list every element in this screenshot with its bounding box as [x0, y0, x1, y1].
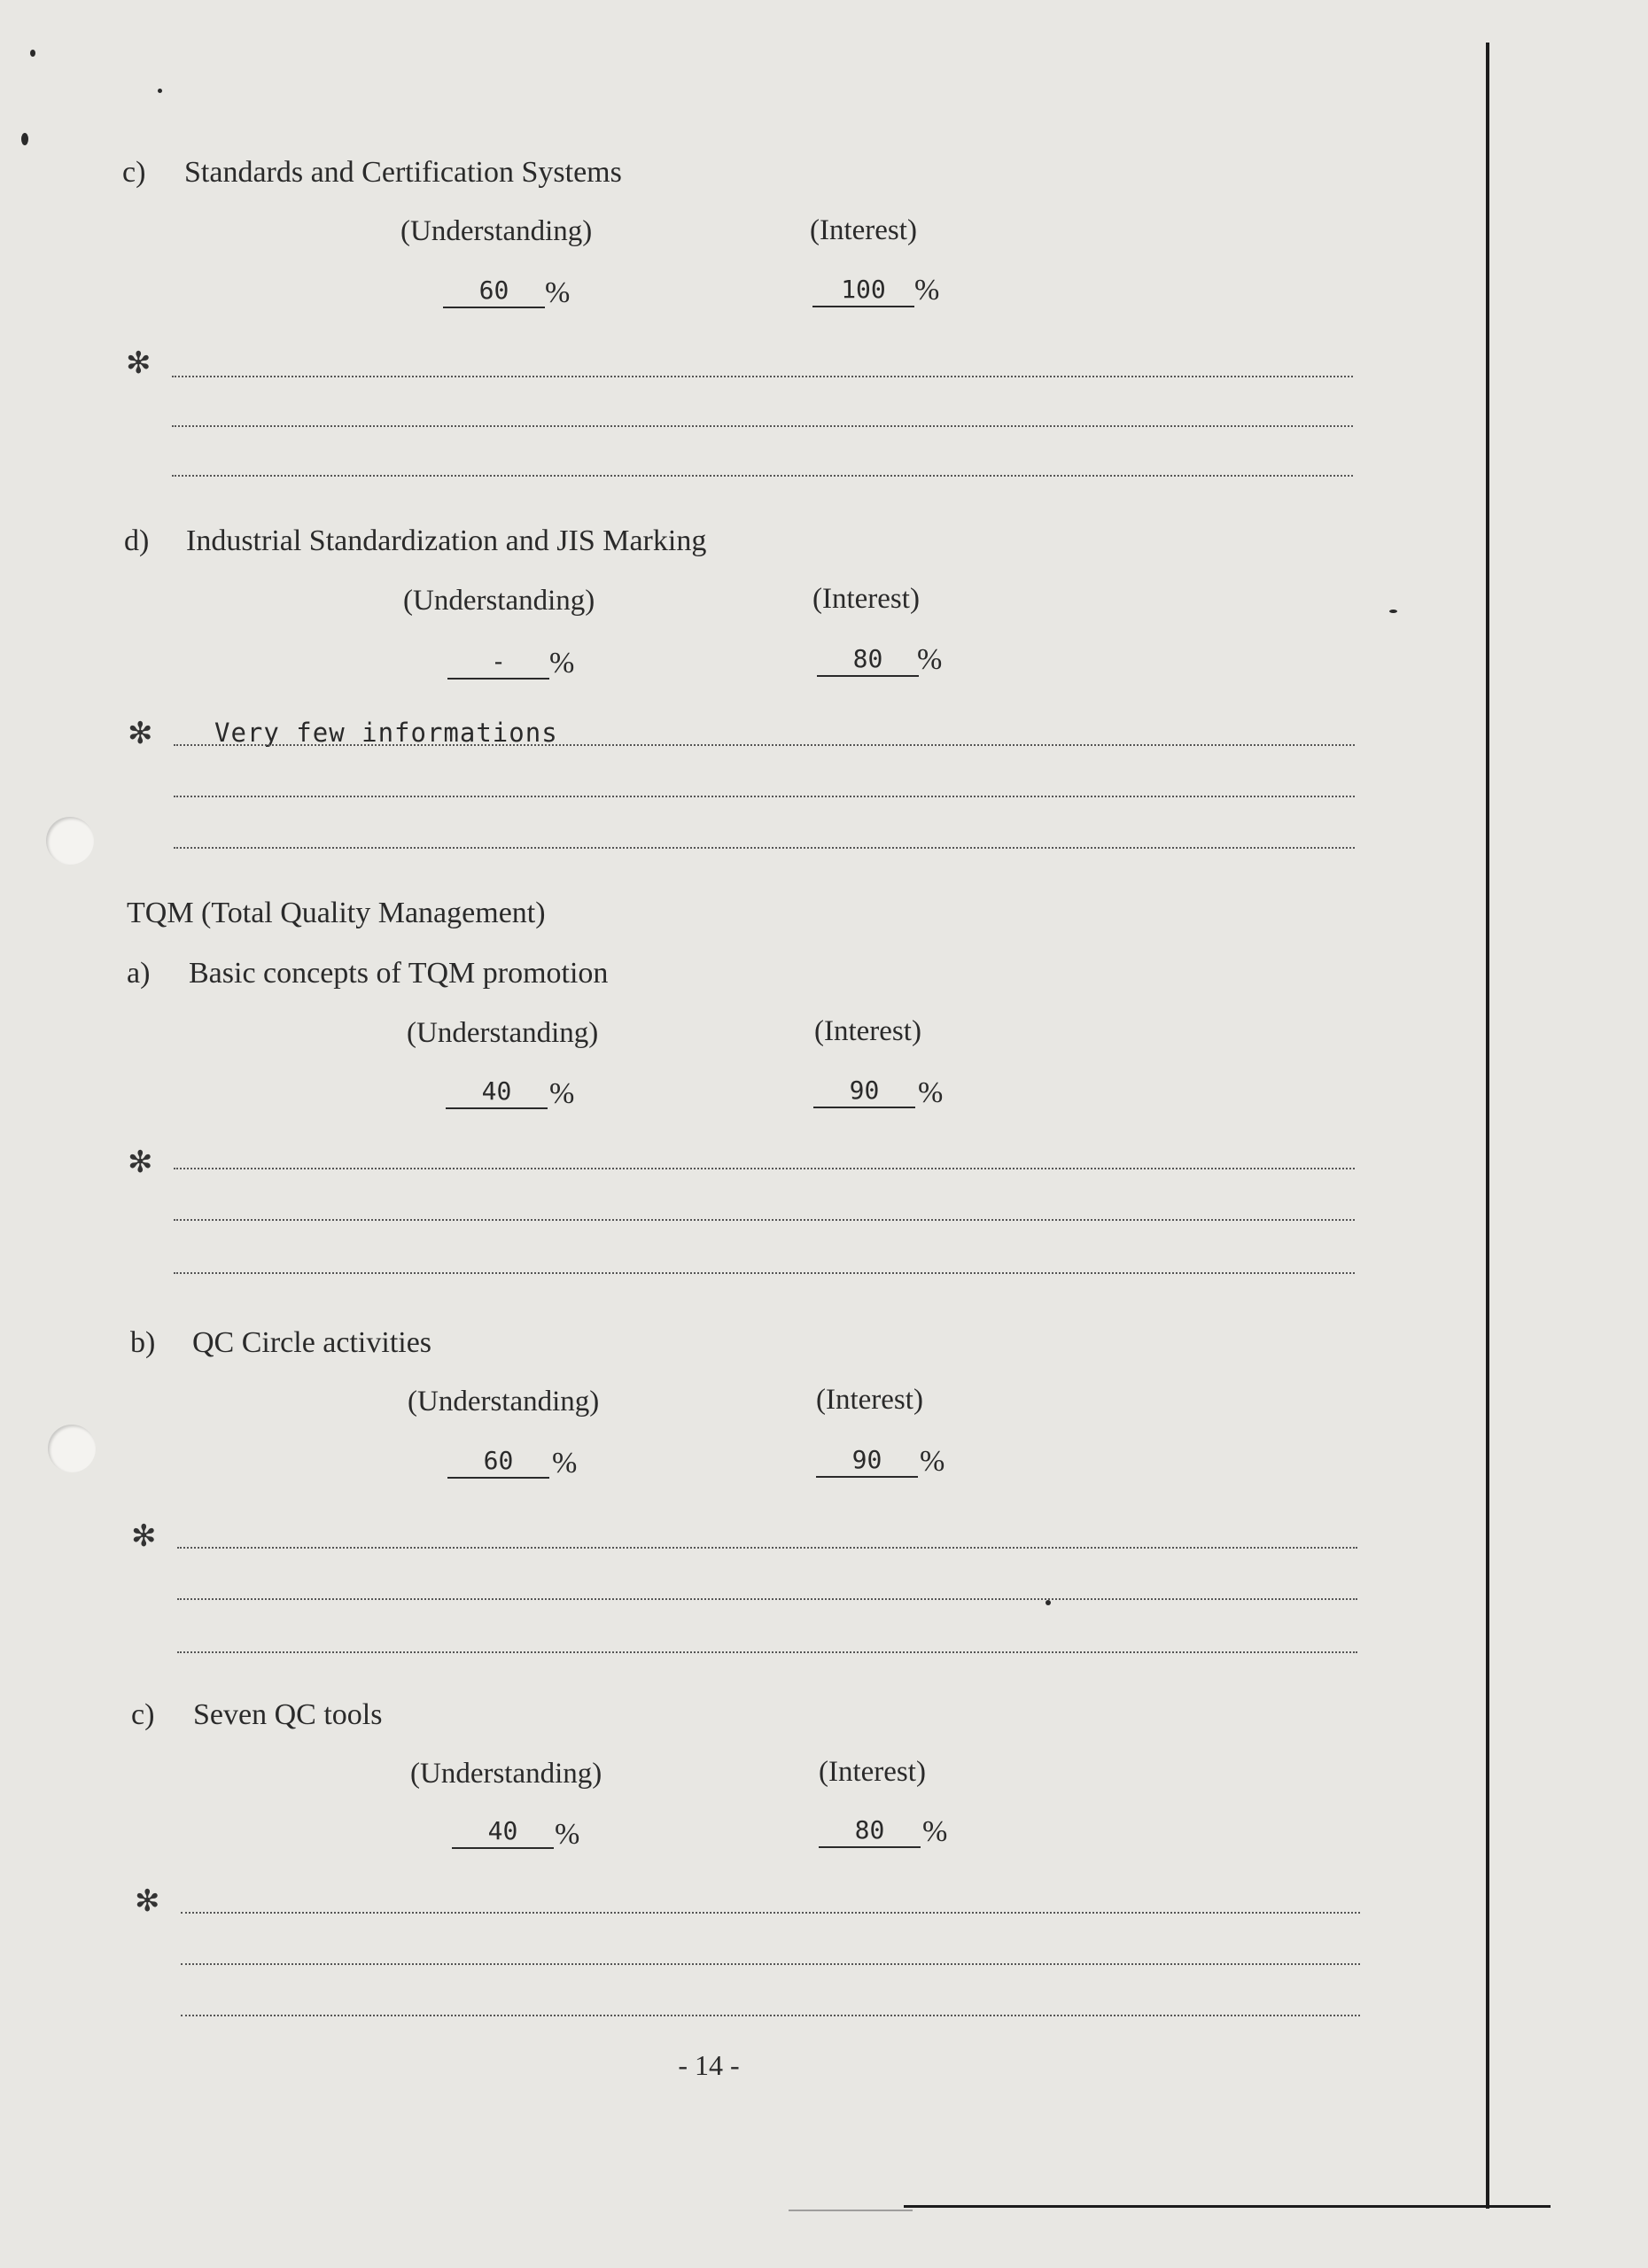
percent-sign: %	[922, 1815, 948, 1848]
item-letter: d)	[124, 524, 150, 557]
comment-line	[172, 475, 1353, 477]
item-letter: c)	[122, 156, 146, 189]
understanding-value: -	[447, 646, 549, 680]
comment-marker: ✻	[128, 1145, 153, 1180]
item-heading	[130, 1326, 431, 1360]
item-heading	[122, 156, 622, 190]
interest-value: 100	[812, 274, 914, 307]
comment-text: Very few informations	[214, 718, 558, 748]
item-heading	[131, 1698, 382, 1732]
scan-speck	[1389, 610, 1397, 613]
understanding-label: (Understanding)	[403, 585, 595, 617]
percent-sign: %	[549, 1077, 575, 1110]
understanding-label: (Understanding)	[408, 1386, 600, 1418]
scan-speck	[1046, 1600, 1051, 1605]
interest-value: 80	[817, 643, 919, 677]
interest-label: (Interest)	[819, 1756, 926, 1788]
comment-line	[172, 376, 1353, 377]
page-number: - 14 -	[678, 2049, 740, 2081]
understanding-value: 40	[452, 1815, 554, 1849]
comment-line	[174, 796, 1355, 797]
scan-speck	[158, 89, 162, 93]
comment-line	[174, 1272, 1355, 1274]
percent-sign: %	[552, 1447, 578, 1480]
comment-line	[172, 425, 1353, 427]
percent-sign: %	[914, 274, 940, 307]
page-edge-bottom-faint	[789, 2210, 913, 2211]
item-letter: c)	[131, 1698, 155, 1731]
interest-label: (Interest)	[816, 1384, 923, 1416]
tqm-section-heading: TQM (Total Quality Management)	[127, 897, 546, 929]
interest-value: 80	[819, 1814, 921, 1848]
interest-value: 90	[816, 1444, 918, 1478]
page-edge-bottom	[904, 2205, 1551, 2208]
comment-line	[177, 1651, 1357, 1653]
percent-sign: %	[917, 643, 943, 676]
punch-hole-top	[46, 817, 94, 865]
understanding-value: 60	[443, 275, 545, 308]
percent-sign: %	[918, 1076, 944, 1109]
scan-speck	[30, 50, 35, 57]
interest-label: (Interest)	[812, 583, 920, 615]
comment-marker: ✻	[128, 716, 153, 751]
understanding-value: 40	[446, 1076, 548, 1109]
item-title: Basic concepts of TQM promotion	[189, 957, 609, 990]
comment-marker: ✻	[135, 1884, 160, 1919]
comment-marker: ✻	[126, 346, 152, 381]
percent-sign: %	[920, 1445, 945, 1478]
comment-line	[181, 1963, 1360, 1965]
percent-sign: %	[549, 647, 575, 680]
interest-label: (Interest)	[810, 214, 917, 246]
comment-line	[181, 2015, 1360, 2016]
comment-line	[174, 847, 1355, 849]
understanding-label: (Understanding)	[400, 215, 593, 247]
comment-line	[177, 1598, 1357, 1600]
understanding-label: (Understanding)	[410, 1758, 602, 1790]
comment-line	[181, 1912, 1360, 1914]
item-title: Industrial Standardization and JIS Marking	[186, 524, 707, 557]
item-heading	[124, 524, 706, 558]
item-letter: a)	[127, 957, 151, 990]
item-title: Standards and Certification Systems	[184, 156, 622, 189]
item-heading	[127, 957, 608, 990]
comment-line	[174, 1219, 1355, 1221]
interest-value: 90	[813, 1075, 915, 1108]
interest-label: (Interest)	[814, 1015, 921, 1047]
item-title: QC Circle activities	[192, 1326, 432, 1359]
item-title: Seven QC tools	[193, 1698, 383, 1731]
punch-hole-bottom	[48, 1425, 96, 1472]
percent-sign: %	[555, 1818, 580, 1851]
percent-sign: %	[545, 276, 571, 309]
comment-marker: ✻	[131, 1518, 157, 1554]
item-letter: b)	[130, 1326, 156, 1359]
page-edge-right	[1486, 43, 1489, 2209]
understanding-label: (Understanding)	[407, 1017, 599, 1049]
scan-speck	[21, 133, 28, 145]
comment-line	[174, 1168, 1355, 1169]
comment-line	[174, 744, 1355, 746]
understanding-value: 60	[447, 1445, 549, 1479]
comment-line	[177, 1547, 1357, 1549]
